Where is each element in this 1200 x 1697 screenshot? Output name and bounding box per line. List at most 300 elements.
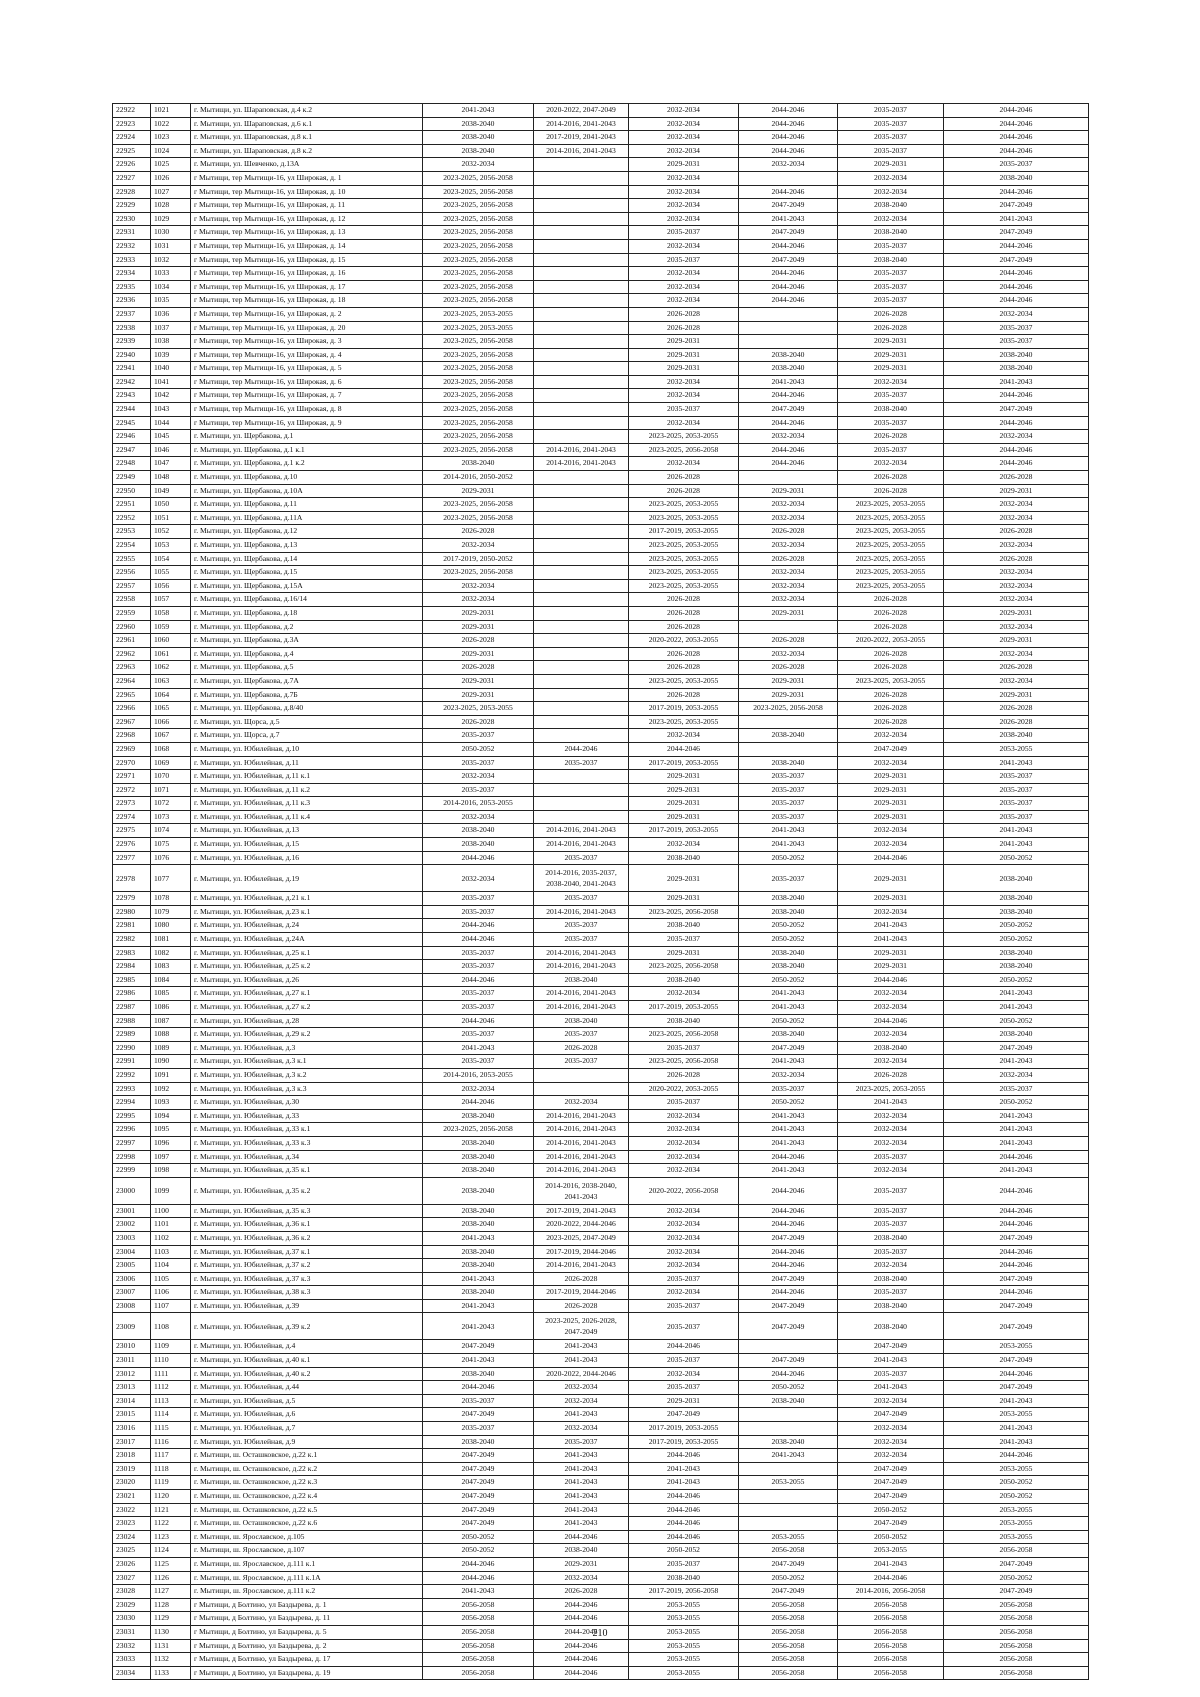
period-1-cell: 2026-2028: [423, 525, 534, 539]
period-4-cell: 2035-2037: [739, 783, 838, 797]
table-row: [113, 865, 1089, 892]
period-2-cell: [534, 539, 629, 553]
period-6-cell: 2041-2043: [944, 1001, 1089, 1015]
period-2-cell: 2014-2016, 2041-2043: [534, 960, 629, 974]
object-index-cell: 1032: [151, 253, 191, 267]
row-number-cell: 23003: [113, 1231, 151, 1245]
period-2-cell: 2023-2025, 2026-2028, 2047-2049: [534, 1313, 629, 1340]
object-index-cell: 1124: [151, 1544, 191, 1558]
period-2-cell: 2044-2046: [534, 1612, 629, 1626]
period-2-cell: [534, 321, 629, 335]
table-row: [113, 307, 1089, 321]
period-4-cell: 2029-2031: [739, 484, 838, 498]
period-5-cell: 2032-2034: [838, 729, 944, 743]
period-6-cell: 2044-2046: [944, 239, 1089, 253]
period-6-cell: 2041-2043: [944, 824, 1089, 838]
period-4-cell: 2041-2043: [739, 1109, 838, 1123]
object-index-cell: 1033: [151, 267, 191, 281]
row-number-cell: 23020: [113, 1476, 151, 1490]
table-row: [113, 1204, 1089, 1218]
period-4-cell: 2032-2034: [739, 647, 838, 661]
period-5-cell: 2038-2040: [838, 226, 944, 240]
table-row: [113, 1259, 1089, 1273]
period-3-cell: 2053-2055: [629, 1598, 739, 1612]
table-row: [113, 375, 1089, 389]
row-number-cell: 23034: [113, 1666, 151, 1680]
period-1-cell: 2038-2040: [423, 1109, 534, 1123]
period-3-cell: 2053-2055: [629, 1639, 739, 1653]
period-4-cell: 2035-2037: [739, 797, 838, 811]
period-3-cell: 2032-2034: [629, 1231, 739, 1245]
period-6-cell: 2044-2046: [944, 104, 1089, 118]
object-index-cell: 1057: [151, 593, 191, 607]
period-1-cell: 2050-2052: [423, 742, 534, 756]
period-1-cell: 2038-2040: [423, 1204, 534, 1218]
row-number-cell: 23021: [113, 1490, 151, 1504]
period-6-cell: 2026-2028: [944, 471, 1089, 485]
address-cell: г. Мытищи, ул. Юбилейная, д.23 к.1: [191, 905, 423, 919]
period-4-cell: 2041-2043: [739, 375, 838, 389]
period-4-cell: 2047-2049: [739, 1557, 838, 1571]
table-row: [113, 1014, 1089, 1028]
row-number-cell: 22959: [113, 606, 151, 620]
object-index-cell: 1058: [151, 606, 191, 620]
period-2-cell: 2041-2043: [534, 1490, 629, 1504]
row-number-cell: 22923: [113, 117, 151, 131]
table-row: [113, 1598, 1089, 1612]
period-3-cell: 2032-2034: [629, 267, 739, 281]
table-row: [113, 131, 1089, 145]
period-1-cell: 2044-2046: [423, 1014, 534, 1028]
object-index-cell: 1132: [151, 1653, 191, 1667]
period-2-cell: [534, 702, 629, 716]
address-cell: г. Мытищи, ул. Щербакова, д.1 к.1: [191, 443, 423, 457]
row-number-cell: 22991: [113, 1055, 151, 1069]
period-3-cell: 2035-2037: [629, 1354, 739, 1368]
address-cell: г. Мытищи, ш. Ярославское, д.111 к.1А: [191, 1571, 423, 1585]
period-1-cell: 2014-2016, 2050-2052: [423, 471, 534, 485]
row-number-cell: 22972: [113, 783, 151, 797]
row-number-cell: 22981: [113, 919, 151, 933]
row-number-cell: 22925: [113, 144, 151, 158]
period-5-cell: 2029-2031: [838, 348, 944, 362]
period-4-cell: 2044-2046: [739, 117, 838, 131]
period-6-cell: 2047-2049: [944, 226, 1089, 240]
period-6-cell: 2047-2049: [944, 1041, 1089, 1055]
period-4-cell: 2041-2043: [739, 1164, 838, 1178]
period-3-cell: 2032-2034: [629, 729, 739, 743]
period-4-cell: [739, 742, 838, 756]
row-number-cell: 22977: [113, 851, 151, 865]
period-6-cell: 2044-2046: [944, 443, 1089, 457]
period-5-cell: 2023-2025, 2053-2055: [838, 525, 944, 539]
period-5-cell: 2032-2034: [838, 171, 944, 185]
row-number-cell: 22946: [113, 430, 151, 444]
period-1-cell: 2044-2046: [423, 919, 534, 933]
address-cell: г. Мытищи, ул. Юбилейная, д.33 к.3: [191, 1136, 423, 1150]
period-4-cell: 2044-2046: [739, 294, 838, 308]
table-row: [113, 158, 1089, 172]
period-5-cell: 2044-2046: [838, 1014, 944, 1028]
period-1-cell: 2038-2040: [423, 1259, 534, 1273]
period-6-cell: 2032-2034: [944, 593, 1089, 607]
period-1-cell: 2044-2046: [423, 851, 534, 865]
object-index-cell: 1094: [151, 1109, 191, 1123]
period-5-cell: 2032-2034: [838, 987, 944, 1001]
table-row: [113, 742, 1089, 756]
row-number-cell: 22937: [113, 307, 151, 321]
period-3-cell: 2026-2028: [629, 606, 739, 620]
period-5-cell: 2032-2034: [838, 838, 944, 852]
period-5-cell: 2026-2028: [838, 661, 944, 675]
period-5-cell: 2035-2037: [838, 239, 944, 253]
period-4-cell: 2050-2052: [739, 1381, 838, 1395]
period-4-cell: 2050-2052: [739, 1014, 838, 1028]
period-5-cell: 2029-2031: [838, 335, 944, 349]
period-3-cell: 2029-2031: [629, 362, 739, 376]
period-5-cell: 2032-2034: [838, 457, 944, 471]
period-5-cell: 2047-2049: [838, 1476, 944, 1490]
table-row: [113, 593, 1089, 607]
period-1-cell: 2029-2031: [423, 688, 534, 702]
period-3-cell: 2026-2028: [629, 688, 739, 702]
period-4-cell: 2038-2040: [739, 362, 838, 376]
period-5-cell: 2035-2037: [838, 1245, 944, 1259]
address-cell: г. Мытищи, ш. Ярославское, д.111 к.2: [191, 1585, 423, 1599]
table-row: [113, 960, 1089, 974]
table-row: [113, 905, 1089, 919]
period-6-cell: 2032-2034: [944, 674, 1089, 688]
address-cell: г. Мытищи, ул. Юбилейная, д.5: [191, 1394, 423, 1408]
period-3-cell: 2035-2037: [629, 1313, 739, 1340]
period-3-cell: 2035-2037: [629, 1096, 739, 1110]
table-row: [113, 606, 1089, 620]
row-number-cell: 22967: [113, 715, 151, 729]
table-row: [113, 1164, 1089, 1178]
table-row: [113, 403, 1089, 417]
period-1-cell: 2017-2019, 2050-2052: [423, 552, 534, 566]
period-3-cell: 2041-2043: [629, 1462, 739, 1476]
row-number-cell: 23029: [113, 1598, 151, 1612]
period-2-cell: [534, 783, 629, 797]
object-index-cell: 1115: [151, 1422, 191, 1436]
period-5-cell: 2035-2037: [838, 280, 944, 294]
period-3-cell: 2023-2025, 2053-2055: [629, 579, 739, 593]
period-6-cell: 2044-2046: [944, 1367, 1089, 1381]
period-4-cell: 2035-2037: [739, 1082, 838, 1096]
table-row: [113, 933, 1089, 947]
row-number-cell: 22954: [113, 539, 151, 553]
period-2-cell: 2014-2016, 2041-2043: [534, 117, 629, 131]
period-3-cell: 2026-2028: [629, 471, 739, 485]
period-4-cell: 2050-2052: [739, 1096, 838, 1110]
period-4-cell: 2029-2031: [739, 688, 838, 702]
period-6-cell: 2056-2058: [944, 1544, 1089, 1558]
period-2-cell: 2014-2016, 2041-2043: [534, 905, 629, 919]
period-1-cell: 2044-2046: [423, 1381, 534, 1395]
period-1-cell: 2044-2046: [423, 1096, 534, 1110]
table-row: [113, 471, 1089, 485]
row-number-cell: 22998: [113, 1150, 151, 1164]
row-number-cell: 22990: [113, 1041, 151, 1055]
period-2-cell: 2014-2016, 2041-2043: [534, 838, 629, 852]
object-index-cell: 1056: [151, 579, 191, 593]
table-row: [113, 267, 1089, 281]
table-body: [113, 104, 1089, 1680]
period-3-cell: 2050-2052: [629, 1544, 739, 1558]
address-cell: г. Мытищи, ул. Юбилейная, д.19: [191, 865, 423, 892]
period-6-cell: 2035-2037: [944, 321, 1089, 335]
period-2-cell: 2041-2043: [534, 1503, 629, 1517]
period-4-cell: [739, 1462, 838, 1476]
object-index-cell: 1111: [151, 1367, 191, 1381]
address-cell: г. Мытищи, ул. Шевченко, д.13А: [191, 158, 423, 172]
row-number-cell: 23014: [113, 1394, 151, 1408]
period-5-cell: 2035-2037: [838, 1204, 944, 1218]
table-row: [113, 389, 1089, 403]
period-4-cell: 2044-2046: [739, 1204, 838, 1218]
period-6-cell: 2041-2043: [944, 1164, 1089, 1178]
period-2-cell: [534, 1068, 629, 1082]
object-index-cell: 1096: [151, 1136, 191, 1150]
period-3-cell: 2053-2055: [629, 1653, 739, 1667]
address-cell: г Мытищи, тер Мытищи-16, ул Широкая, д. 20: [191, 321, 423, 335]
row-number-cell: 23012: [113, 1367, 151, 1381]
period-5-cell: 2038-2040: [838, 199, 944, 213]
period-6-cell: 2044-2046: [944, 1449, 1089, 1463]
period-4-cell: 2044-2046: [739, 144, 838, 158]
period-5-cell: 2029-2031: [838, 770, 944, 784]
period-2-cell: 2038-2040: [534, 973, 629, 987]
period-1-cell: 2032-2034: [423, 539, 534, 553]
object-index-cell: 1050: [151, 498, 191, 512]
row-number-cell: 23017: [113, 1435, 151, 1449]
period-5-cell: 2029-2031: [838, 865, 944, 892]
row-number-cell: 23016: [113, 1422, 151, 1436]
object-index-cell: 1076: [151, 851, 191, 865]
period-6-cell: 2056-2058: [944, 1653, 1089, 1667]
object-index-cell: 1022: [151, 117, 191, 131]
row-number-cell: 22949: [113, 471, 151, 485]
period-6-cell: 2044-2046: [944, 1245, 1089, 1259]
period-3-cell: 2032-2034: [629, 1245, 739, 1259]
period-3-cell: 2044-2046: [629, 1503, 739, 1517]
table-row: [113, 688, 1089, 702]
period-5-cell: 2023-2025, 2053-2055: [838, 539, 944, 553]
period-4-cell: 2047-2049: [739, 253, 838, 267]
period-3-cell: 2047-2049: [629, 1408, 739, 1422]
period-4-cell: 2032-2034: [739, 511, 838, 525]
period-5-cell: 2029-2031: [838, 158, 944, 172]
period-3-cell: 2038-2040: [629, 973, 739, 987]
period-3-cell: 2023-2025, 2056-2058: [629, 905, 739, 919]
object-index-cell: 1131: [151, 1639, 191, 1653]
period-3-cell: 2044-2046: [629, 1490, 739, 1504]
period-4-cell: [739, 1422, 838, 1436]
period-2-cell: [534, 606, 629, 620]
period-4-cell: 2035-2037: [739, 810, 838, 824]
period-1-cell: 2023-2025, 2056-2058: [423, 239, 534, 253]
address-cell: г. Мытищи, ул. Юбилейная, д.29 к.2: [191, 1028, 423, 1042]
period-5-cell: 2032-2034: [838, 1001, 944, 1015]
object-index-cell: 1107: [151, 1299, 191, 1313]
period-1-cell: 2032-2034: [423, 158, 534, 172]
object-index-cell: 1060: [151, 634, 191, 648]
period-3-cell: 2032-2034: [629, 987, 739, 1001]
period-1-cell: 2029-2031: [423, 674, 534, 688]
period-3-cell: 2029-2031: [629, 865, 739, 892]
period-3-cell: 2032-2034: [629, 389, 739, 403]
row-number-cell: 22950: [113, 484, 151, 498]
period-3-cell: 2017-2019, 2053-2055: [629, 525, 739, 539]
period-5-cell: 2032-2034: [838, 1259, 944, 1273]
period-3-cell: 2035-2037: [629, 1299, 739, 1313]
period-1-cell: 2035-2037: [423, 1028, 534, 1042]
period-2-cell: 2020-2022, 2044-2046: [534, 1367, 629, 1381]
address-cell: г. Мытищи, ш. Осташковское, д.22 к.3: [191, 1476, 423, 1490]
period-5-cell: 2041-2043: [838, 919, 944, 933]
period-6-cell: 2041-2043: [944, 375, 1089, 389]
period-4-cell: [739, 715, 838, 729]
object-index-cell: 1097: [151, 1150, 191, 1164]
period-4-cell: 2038-2040: [739, 1028, 838, 1042]
address-cell: г. Мытищи, ул. Щербакова, д.5: [191, 661, 423, 675]
period-2-cell: 2035-2037: [534, 933, 629, 947]
period-1-cell: 2038-2040: [423, 457, 534, 471]
row-number-cell: 22975: [113, 824, 151, 838]
period-5-cell: 2047-2049: [838, 1490, 944, 1504]
period-5-cell: 2032-2034: [838, 1136, 944, 1150]
period-1-cell: 2047-2049: [423, 1476, 534, 1490]
period-4-cell: 2044-2046: [739, 104, 838, 118]
table-row: [113, 348, 1089, 362]
period-4-cell: 2050-2052: [739, 919, 838, 933]
period-2-cell: 2038-2040: [534, 1014, 629, 1028]
period-2-cell: [534, 797, 629, 811]
period-1-cell: 2038-2040: [423, 117, 534, 131]
period-4-cell: 2053-2055: [739, 1476, 838, 1490]
object-index-cell: 1112: [151, 1381, 191, 1395]
period-2-cell: [534, 1082, 629, 1096]
period-3-cell: 2029-2031: [629, 335, 739, 349]
row-number-cell: 22945: [113, 416, 151, 430]
object-index-cell: 1120: [151, 1490, 191, 1504]
object-index-cell: 1059: [151, 620, 191, 634]
row-number-cell: 22982: [113, 933, 151, 947]
period-6-cell: 2044-2046: [944, 294, 1089, 308]
object-index-cell: 1044: [151, 416, 191, 430]
period-6-cell: 2047-2049: [944, 1272, 1089, 1286]
address-cell: г. Мытищи, ул. Юбилейная, д.11: [191, 756, 423, 770]
period-4-cell: 2050-2052: [739, 973, 838, 987]
period-3-cell: 2029-2031: [629, 783, 739, 797]
row-number-cell: 22968: [113, 729, 151, 743]
period-5-cell: 2026-2028: [838, 484, 944, 498]
period-4-cell: 2050-2052: [739, 1571, 838, 1585]
object-index-cell: 1071: [151, 783, 191, 797]
period-5-cell: 2026-2028: [838, 321, 944, 335]
period-1-cell: 2032-2034: [423, 1082, 534, 1096]
object-index-cell: 1025: [151, 158, 191, 172]
address-cell: г Мытищи, тер Мытищи-16, ул Широкая, д. 11: [191, 199, 423, 213]
document-sheet: [112, 103, 1088, 1680]
address-cell: г. Мытищи, ул. Юбилейная, д.37 к.2: [191, 1259, 423, 1273]
address-cell: г. Мытищи, ш. Ярославское, д.111 к.1: [191, 1557, 423, 1571]
period-6-cell: 2056-2058: [944, 1666, 1089, 1680]
period-5-cell: 2047-2049: [838, 742, 944, 756]
object-index-cell: 1082: [151, 946, 191, 960]
period-4-cell: 2044-2046: [739, 280, 838, 294]
period-4-cell: [739, 620, 838, 634]
object-index-cell: 1114: [151, 1408, 191, 1422]
period-5-cell: 2032-2034: [838, 1164, 944, 1178]
address-cell: г. Мытищи, ул. Щербакова, д.10: [191, 471, 423, 485]
table-row: [113, 1435, 1089, 1449]
period-5-cell: 2026-2028: [838, 688, 944, 702]
table-row: [113, 1055, 1089, 1069]
period-4-cell: [739, 1340, 838, 1354]
period-4-cell: 2056-2058: [739, 1666, 838, 1680]
period-3-cell: 2044-2046: [629, 742, 739, 756]
period-1-cell: 2035-2037: [423, 987, 534, 1001]
row-number-cell: 23018: [113, 1449, 151, 1463]
table-row: [113, 620, 1089, 634]
object-index-cell: 1037: [151, 321, 191, 335]
object-index-cell: 1109: [151, 1340, 191, 1354]
row-number-cell: 23023: [113, 1517, 151, 1531]
period-3-cell: 2032-2034: [629, 1367, 739, 1381]
period-5-cell: 2038-2040: [838, 403, 944, 417]
object-index-cell: 1129: [151, 1612, 191, 1626]
period-3-cell: 2032-2034: [629, 416, 739, 430]
row-number-cell: 23000: [113, 1177, 151, 1204]
row-number-cell: 22922: [113, 104, 151, 118]
period-3-cell: 2032-2034: [629, 171, 739, 185]
table-row: [113, 1476, 1089, 1490]
period-2-cell: 2041-2043: [534, 1340, 629, 1354]
table-row: [113, 1028, 1089, 1042]
row-number-cell: 22957: [113, 579, 151, 593]
period-2-cell: 2014-2016, 2041-2043: [534, 1164, 629, 1178]
period-1-cell: 2014-2016, 2053-2055: [423, 797, 534, 811]
period-3-cell: 2032-2034: [629, 1109, 739, 1123]
period-2-cell: 2044-2046: [534, 1530, 629, 1544]
address-cell: г. Мытищи, ул. Юбилейная, д.27 к.2: [191, 1001, 423, 1015]
period-6-cell: 2050-2052: [944, 919, 1089, 933]
address-cell: г. Мытищи, ул. Юбилейная, д.37 к.3: [191, 1272, 423, 1286]
table-row: [113, 104, 1089, 118]
row-number-cell: 22942: [113, 375, 151, 389]
table-row: [113, 430, 1089, 444]
period-1-cell: 2014-2016, 2053-2055: [423, 1068, 534, 1082]
period-6-cell: 2044-2046: [944, 1177, 1089, 1204]
address-cell: г. Мытищи, ул. Юбилейная, д.10: [191, 742, 423, 756]
row-number-cell: 22970: [113, 756, 151, 770]
row-number-cell: 22989: [113, 1028, 151, 1042]
period-1-cell: 2029-2031: [423, 484, 534, 498]
address-cell: г. Мытищи, ул. Юбилейная, д.28: [191, 1014, 423, 1028]
address-cell: г. Мытищи, ул. Щербакова, д.15А: [191, 579, 423, 593]
period-4-cell: 2044-2046: [739, 1245, 838, 1259]
period-6-cell: 2044-2046: [944, 1150, 1089, 1164]
table-row: [113, 702, 1089, 716]
object-index-cell: 1087: [151, 1014, 191, 1028]
period-6-cell: 2053-2055: [944, 1503, 1089, 1517]
address-cell: г. Мытищи, ш. Осташковское, д.22 к.5: [191, 1503, 423, 1517]
period-2-cell: 2014-2016, 2041-2043: [534, 443, 629, 457]
period-1-cell: 2038-2040: [423, 1435, 534, 1449]
period-6-cell: 2041-2043: [944, 756, 1089, 770]
